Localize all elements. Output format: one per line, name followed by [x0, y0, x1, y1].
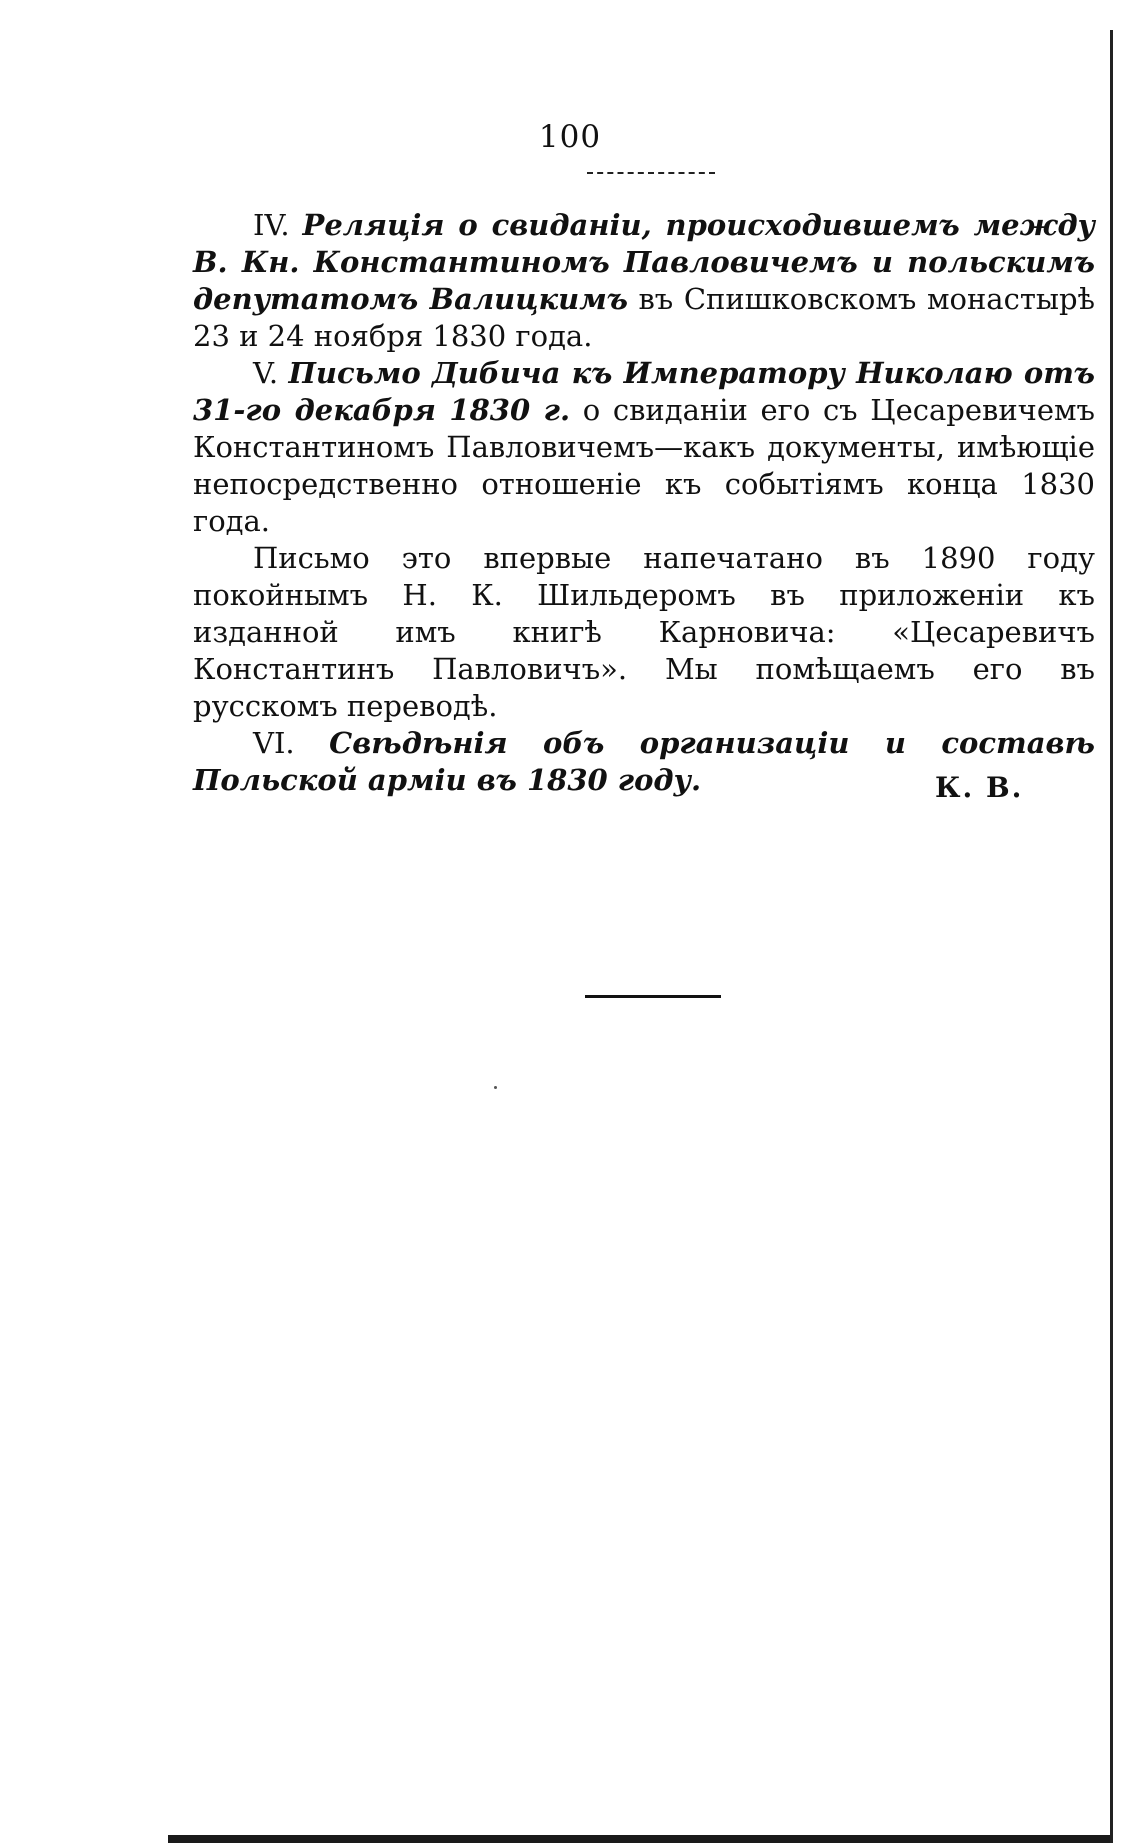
page-bottom-edge-shadow [168, 1835, 1110, 1843]
paragraph-text: Письмо это впервые напечатано въ 1890 году покойнымъ Н. К. Шильдеромъ въ приложеніи къ изданной имъ книгѣ Карновича: «Цесаревичъ Константинъ Павловичъ». Мы помѣщаемъ его въ русскомъ переводѣ. [193, 541, 1095, 723]
document-body [193, 207, 1095, 799]
page-number: 100 [538, 119, 602, 155]
paragraph-title: Письмо Дибича къ Императору Николаю отъ 31-го декабря 1830 г. [193, 356, 1095, 427]
paragraph-item-v [193, 355, 1095, 540]
paragraph-text: о свиданіи его съ Цесаревичемъ Константиномъ Павловичемъ—какъ документы, имѣющіе непосредственно отношеніе къ событіямъ конца 1830 года. [193, 393, 1095, 538]
paragraph-letter-note [193, 540, 1095, 725]
paragraph-lead: IV. [253, 208, 303, 242]
header-rule [587, 172, 715, 174]
end-rule [585, 995, 721, 998]
paragraph-item-iv [193, 207, 1095, 355]
paragraph-text: въ Спишковскомъ монастырѣ 23 и 24 ноября 1830 года. [193, 282, 1095, 353]
paragraph-lead: V. [253, 356, 289, 390]
paragraph-title: Реляція о свиданіи, происходившемъ между В. Кн. Константиномъ Павловичемъ и польскимъ депутатомъ Валицкимъ [193, 208, 1095, 316]
paragraph-title: Свѣдѣнія объ организаціи и составѣ Польской арміи въ 1830 году. [193, 726, 1095, 797]
signature-initials: К. В. [935, 771, 1024, 804]
paragraph-lead: VI. [253, 726, 330, 760]
scan-speck [494, 1086, 497, 1089]
page-right-edge-shadow [1110, 30, 1113, 1843]
